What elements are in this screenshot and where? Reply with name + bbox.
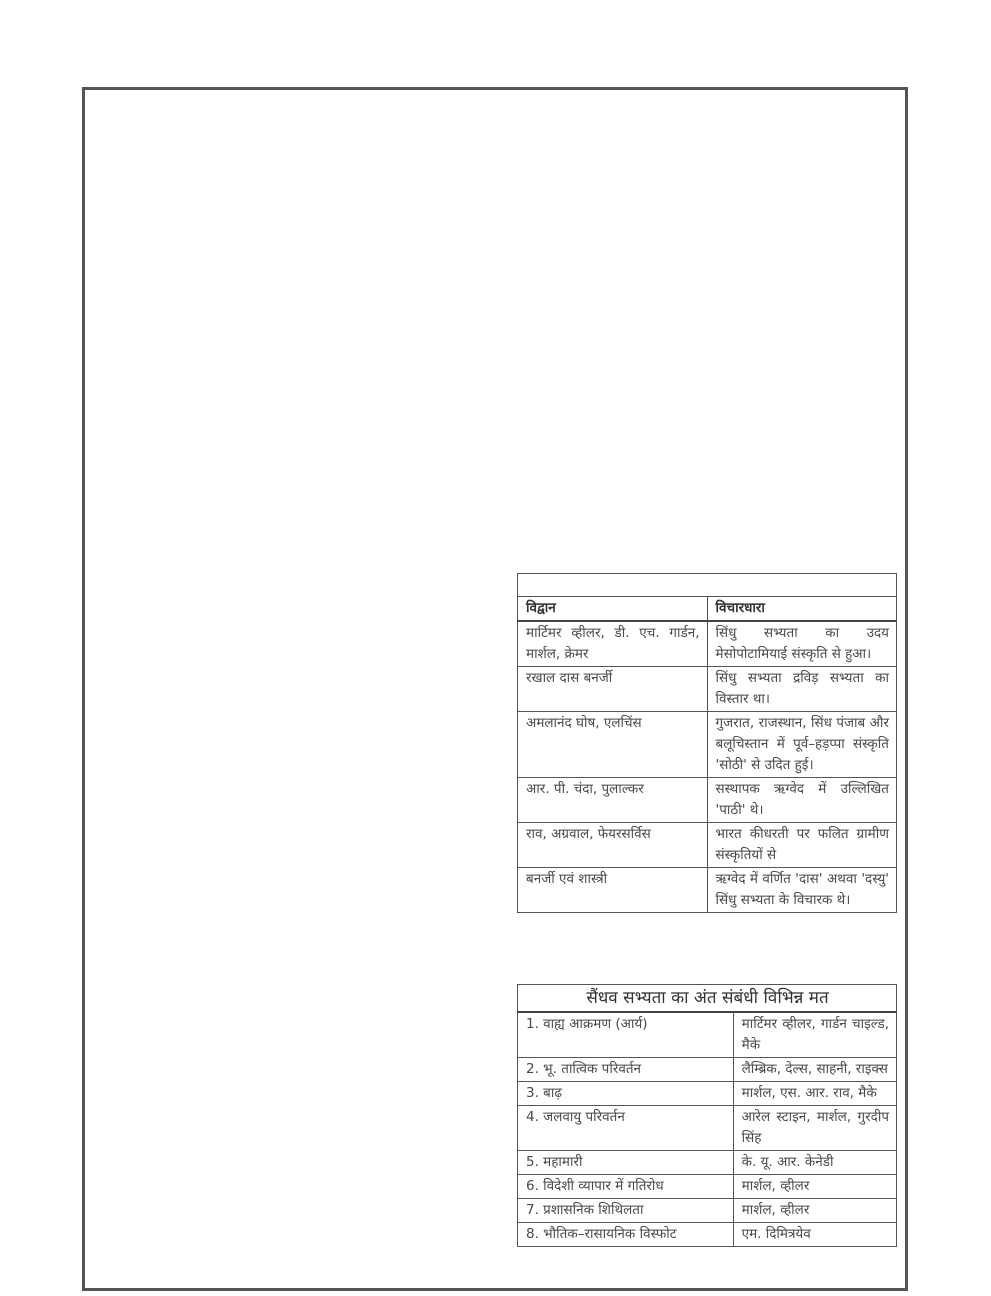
table-caption-row <box>518 574 897 597</box>
scholar-cell: राव, अग्रवाल, फेयरसर्विस <box>518 823 708 868</box>
proponents-cell: मार्शल, व्हीलर <box>733 1199 896 1223</box>
table-row <box>518 1106 897 1151</box>
table-row <box>518 868 897 913</box>
table-row <box>518 1058 897 1082</box>
proponents-cell: आरेल स्टाइन, मार्शल, गुरदीप सिंह <box>733 1106 896 1151</box>
theory-cell: 3. बाढ़ <box>518 1082 734 1106</box>
scholar-cell: अमलानंद घोष, एलचिंस <box>518 712 708 778</box>
column-header-scholar: विद्वान <box>518 597 708 622</box>
view-cell: सिंधु सभ्यता द्रविड़ सभ्यता का विस्तार था। <box>707 667 897 712</box>
table-title: सैंधव सभ्यता का अंत संबंधी विभिन्न मत <box>518 985 897 1013</box>
table-row <box>518 1082 897 1106</box>
proponents-cell: मार्शल, व्हीलर <box>733 1175 896 1199</box>
proponents-cell: मार्शल, एस. आर. राव, मैके <box>733 1082 896 1106</box>
view-cell: सिंधु सभ्यता का उदय मेसोपोटामियाई संस्कृति से हुआ। <box>707 621 897 667</box>
table-row <box>518 712 897 778</box>
end-of-indus-civilization-table <box>517 984 897 1247</box>
view-cell: भारत कीधरती पर फलित ग्रामीण संस्कृतियों से <box>707 823 897 868</box>
table-row <box>518 1151 897 1175</box>
scholars-views-table <box>517 573 897 913</box>
proponents-cell: एम. दिमित्रयेव <box>733 1223 896 1247</box>
table-row <box>518 823 897 868</box>
table-row <box>518 621 897 667</box>
table-row <box>518 667 897 712</box>
theory-cell: 5. महामारी <box>518 1151 734 1175</box>
view-cell: सस्थापक ऋग्वेद में उल्लिखित 'पाठी' थे। <box>707 778 897 823</box>
theory-cell: 1. वाह्य आक्रमण (आर्य) <box>518 1012 734 1058</box>
view-cell: गुजरात, राजस्थान, सिंध पंजाब और बलूचिस्तान में पूर्व–हड़प्पा संस्कृति 'सोठी' से उदित हुई। <box>707 712 897 778</box>
scholar-cell: मार्टिमर व्हीलर, डी. एच. गार्डन, मार्शल, क्रेमर <box>518 621 708 667</box>
table-title-row <box>518 985 897 1013</box>
proponents-cell: मार्टिमर व्हीलर, गार्डन चाइल्ड, मैके <box>733 1012 896 1058</box>
scholar-cell: रखाल दास बनर्जी <box>518 667 708 712</box>
theory-cell: 8. भौतिक–रासायनिक विस्फोट <box>518 1223 734 1247</box>
table-row <box>518 1199 897 1223</box>
table-row <box>518 1175 897 1199</box>
theory-cell: 7. प्रशासनिक शिथिलता <box>518 1199 734 1223</box>
table-header-row <box>518 597 897 622</box>
proponents-cell: लैम्ब्रिक, देल्स, साहनी, राइक्स <box>733 1058 896 1082</box>
table-row <box>518 1223 897 1247</box>
theory-cell: 4. जलवायु परिवर्तन <box>518 1106 734 1151</box>
column-header-view: विचारधारा <box>707 597 897 622</box>
table-row <box>518 778 897 823</box>
view-cell: ऋग्वेद में वर्णित 'दास' अथवा 'दस्यु' सिंधु सभ्यता के विचारक थे। <box>707 868 897 913</box>
theory-cell: 2. भू. तात्विक परिवर्तन <box>518 1058 734 1082</box>
scholar-cell: आर. पी. चंदा, पुलाल्कर <box>518 778 708 823</box>
proponents-cell: के. यू. आर. केनेडी <box>733 1151 896 1175</box>
scholar-cell: बनर्जी एवं शास्त्री <box>518 868 708 913</box>
table-row <box>518 1012 897 1058</box>
theory-cell: 6. विदेशी व्यापार में गतिरोध <box>518 1175 734 1199</box>
